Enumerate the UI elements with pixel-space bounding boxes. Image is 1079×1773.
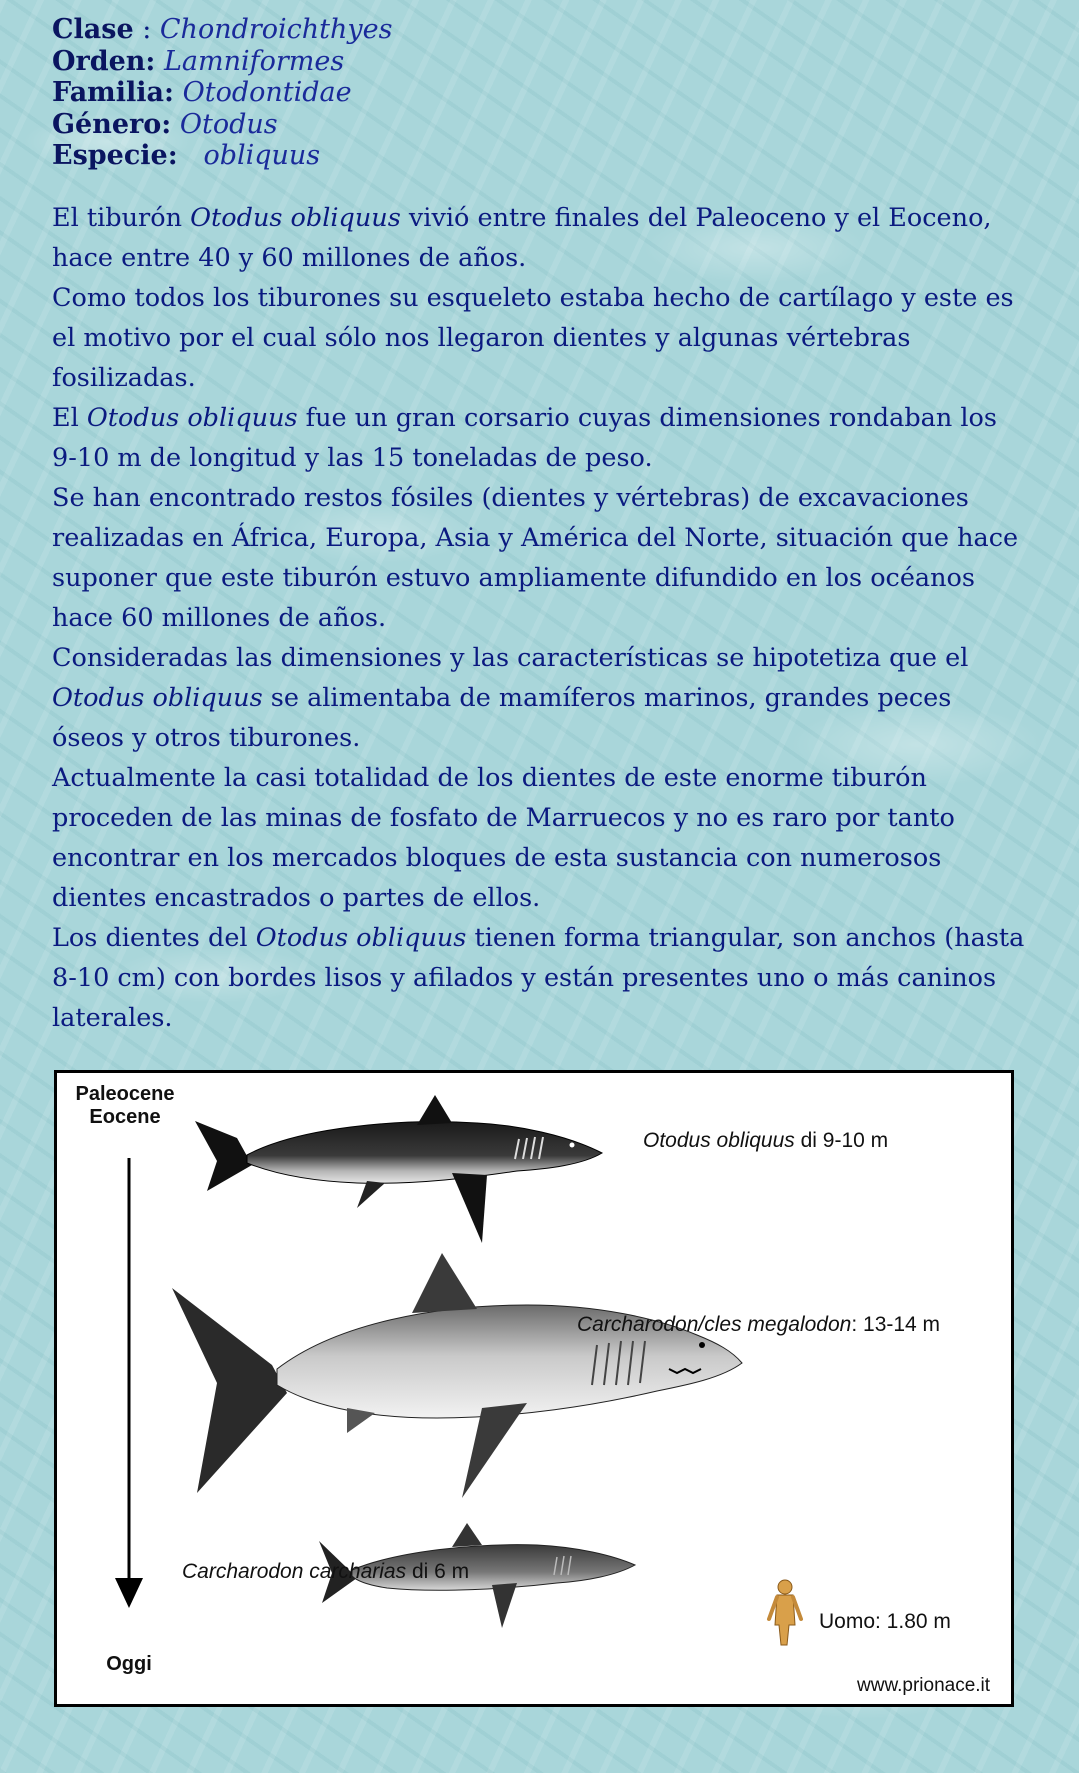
taxonomy-genero: Género: Otodus bbox=[52, 108, 278, 140]
era-bottom: Oggi bbox=[106, 1653, 152, 1675]
taxonomy-familia: Familia: Otodontidae bbox=[52, 77, 352, 108]
label-otodus: Otodus obliquus di 9-10 m bbox=[643, 1129, 889, 1152]
timeline-arrow bbox=[115, 1158, 143, 1608]
megalodon-illustration bbox=[172, 1253, 742, 1498]
taxonomy-block bbox=[52, 14, 393, 172]
paragraph-4: Se han encontrado restos fósiles (dientes y vértebras) de excavaciones realizadas en África, Europa, Asia y América del Norte, situación que hace suponer que este tiburón estuvo ampliamente difundido en los océanos hace 60 millones de años. bbox=[52, 483, 1019, 633]
label-carcharias: Carcharodon carcharias di 6 m bbox=[182, 1560, 470, 1583]
label-megalodon: Carcharodon/cles megalodon: 13-14 m bbox=[577, 1313, 941, 1336]
otodus-obliquus-illustration bbox=[195, 1095, 602, 1243]
taxonomy-orden: Orden: Lamniformes bbox=[52, 45, 345, 77]
taxonomy-especie: Especie: obliquus bbox=[52, 140, 321, 171]
era-top: Paleocene Eocene bbox=[75, 1083, 175, 1128]
paragraph-2: Como todos los tiburones su esqueleto estaba hecho de cartílago y este es el motivo por el cual sólo nos llegaron dientes y algunas vértebras fosilizadas. bbox=[52, 283, 1014, 393]
paragraph-7: Los dientes del Otodus obliquus tienen forma triangular, son anchos (hasta 8-10 cm) con bordes lisos y afilados y están presentes uno o más caninos laterales. bbox=[52, 923, 1025, 1033]
paragraph-5: Consideradas las dimensiones y las características se hipotetiza que el Otodus obliquus se alimentaba de mamíferos marinos, grandes peces óseos y otros tiburones. bbox=[52, 643, 969, 753]
paragraph-6: Actualmente la casi totalidad de los dientes de este enorme tiburón proceden de las minas de fosfato de Marruecos y no es raro por tanto encontrar en los mercados bloques de esta sustancia con numerosos dientes encastrados o partes de ellos. bbox=[52, 763, 955, 913]
human-figure-icon bbox=[769, 1580, 801, 1645]
shark-size-comparison-figure bbox=[54, 1070, 1014, 1707]
label-human: Uomo: 1.80 m bbox=[819, 1610, 951, 1633]
paragraph-1: El tiburón Otodus obliquus vivió entre finales del Paleoceno y el Eoceno, hace entre 40 y 60 millones de años. bbox=[52, 203, 992, 273]
article-body bbox=[52, 198, 1027, 1038]
taxonomy-clase: Clase : Chondroichthyes bbox=[52, 14, 393, 45]
figure-credit: www.prionace.it bbox=[857, 1675, 991, 1696]
paragraph-3: El Otodus obliquus fue un gran corsario cuyas dimensiones rondaban los 9-10 m de longitud y las 15 toneladas de peso. bbox=[52, 403, 997, 473]
